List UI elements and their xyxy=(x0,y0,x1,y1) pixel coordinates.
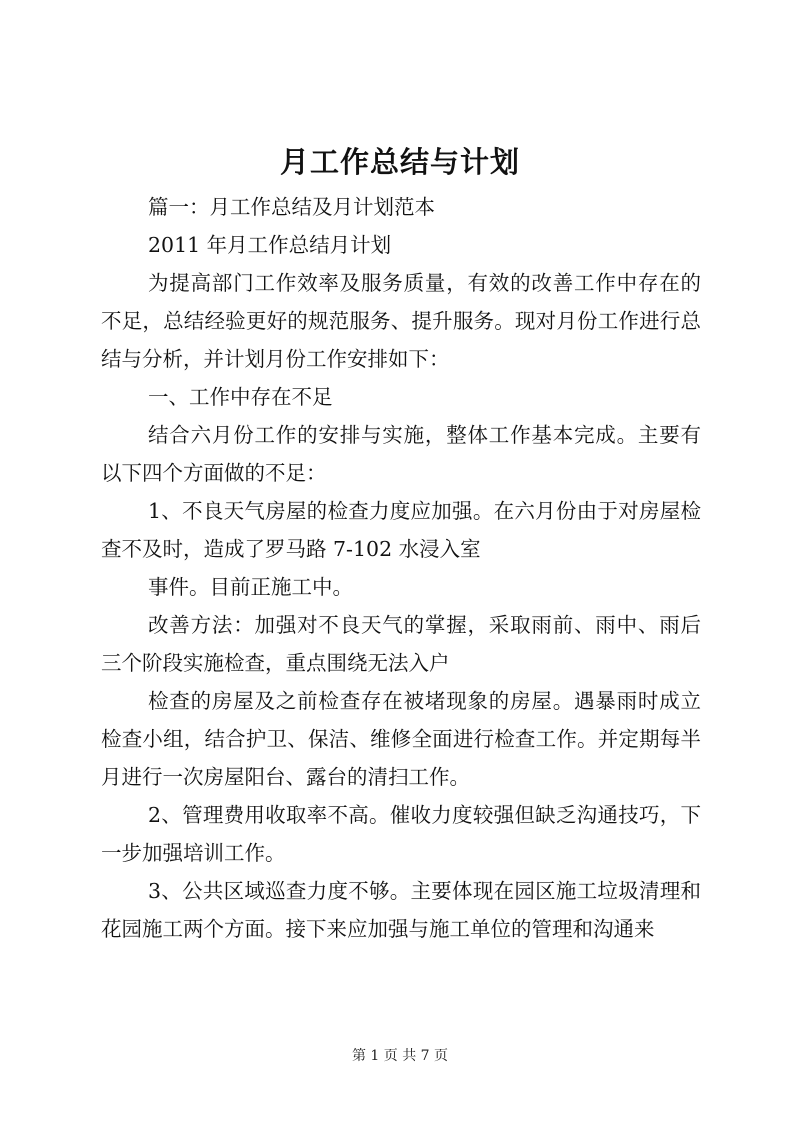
paragraph-subtitle: 2011 年月工作总结月计划 xyxy=(148,233,392,257)
paragraph-improvement: 改善方法：加强对不良天气的掌握，采取雨前、雨中、雨后三个阶段实施检查，重点围绕无法入户 xyxy=(101,613,701,675)
paragraph-section-heading: 篇一：月工作总结及月计划范本 xyxy=(148,195,435,219)
paragraph-heading-shortcomings: 一、工作中存在不足 xyxy=(148,385,333,409)
paragraph-item-1-cont: 事件。目前正施工中。 xyxy=(148,575,353,599)
paragraph-improvement-cont: 检查的房屋及之前检查存在被堵现象的房屋。遇暴雨时成立检查小组，结合护卫、保洁、维修全面进行检查工作。并定期每半月进行一次房屋阳台、露台的清扫工作。 xyxy=(101,689,701,789)
document-title: 月工作总结与计划 xyxy=(279,145,520,179)
paragraph-item-2: 2、管理费用收取率不高。催收力度较强但缺乏沟通技巧，下一步加强培训工作。 xyxy=(101,803,701,865)
document-body xyxy=(101,188,701,948)
page-footer: 第 1 页 共 7 页 xyxy=(351,1048,449,1064)
paragraph-summary: 结合六月份工作的安排与实施，整体工作基本完成。主要有以下四个方面做的不足： xyxy=(101,423,701,485)
paragraph-intro: 为提高部门工作效率及服务质量，有效的改善工作中存在的不足，总结经验更好的规范服务、提升服务。现对月份工作进行总结与分析，并计划月份工作安排如下： xyxy=(101,271,701,371)
paragraph-item-3: 3、公共区域巡查力度不够。主要体现在园区施工垃圾清理和花园施工两个方面。接下来应加强与施工单位的管理和沟通来 xyxy=(101,879,701,941)
paragraph-item-1: 1、不良天气房屋的检查力度应加强。在六月份由于对房屋检查不及时，造成了罗马路 7-102 水浸入室 xyxy=(101,499,701,561)
